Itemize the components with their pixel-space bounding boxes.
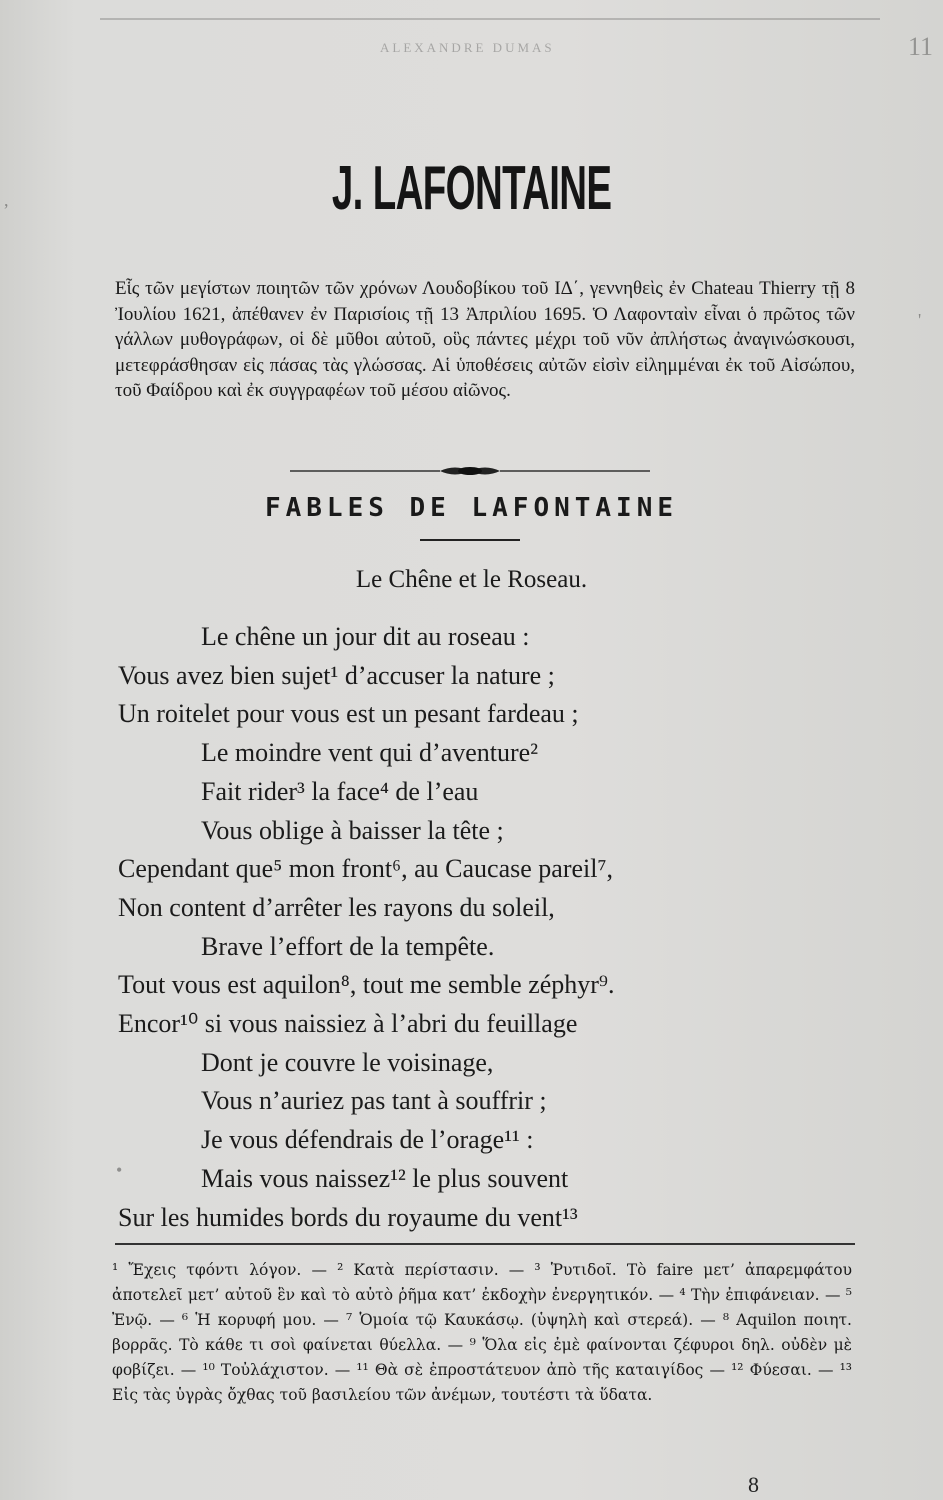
poem-line: Dont je couvre le voisinage, bbox=[201, 1047, 494, 1077]
bleed-through-page-number: 11 bbox=[907, 32, 933, 61]
bleed-through-running-title: ALEXANDRE DUMAS bbox=[380, 40, 555, 55]
poem-line: Vous n’auriez pas tant à souffrir ; bbox=[201, 1086, 547, 1116]
fable-title: Le Chêne et le Roseau. bbox=[355, 566, 588, 593]
footnotes: ¹ Ἔχεις τφόντι λόγον. — ² Κατὰ περίστασιν. — ³ Ῥυτιδοῖ. Τὸ faire μετ’ ἀπαρεμφάτου ἀποτελεῖ μετ’ αὐτοῦ ἓν καὶ τὸ αὐτὸ ῥῆμα κατ’ ἐκδοχὴν ἐνεργητικόν. — ⁴ Τὴν ἐπιφάνειαν. — ⁵ Ἐνῷ. — ⁶ Ἡ κορυφή μου. — ⁷ Ὁμοία τῷ Καυκάσῳ. (ὑψηλὴ καὶ στερεά). — ⁸ Aquilon ποιητ. βορρᾶς. Τὸ κάθε τι σοὶ φαίνεται θύελλα. — ⁹ Ὅλα εἰς ἐμὲ φαίνονται ζέφυροι δηλ. οὐδὲν μὲ φοβίζει. — ¹⁰ Τοὐλάχιστον. — ¹¹ Θὰ σὲ ἐπροστάτευον ἀπὸ τῆς καταιγίδος — ¹² Φύεσαι. — ¹³ Εἰς τὰς ὑγρὰς ὄχθας τοῦ βασιλείου τῶν ἀνέμων, τουτέστι τὰ ὕδατα. bbox=[112, 1261, 852, 1404]
poem-line: Un roitelet pour vous est un pesant fardeau ; bbox=[118, 699, 579, 729]
margin-mark: , bbox=[4, 190, 9, 210]
page-title: J. LAFONTAINE bbox=[331, 154, 612, 223]
poem-line: Cependant que⁵ mon front⁶, au Caucase pareil⁷, bbox=[118, 854, 614, 884]
footnote-divider bbox=[115, 1243, 855, 1245]
page-number: 8 bbox=[748, 1472, 759, 1497]
poem-line: Vous avez bien sujet¹ d’accuser la nature ; bbox=[118, 660, 555, 690]
poem-line: Fait rider³ la face⁴ de l’eau bbox=[201, 776, 479, 806]
poem-line: Mais vous naissez¹² le plus souvent bbox=[201, 1163, 569, 1193]
poem-line: Tout vous est aquilon⁸, tout me semble zéphyr⁹. bbox=[118, 970, 615, 1000]
section-ornament bbox=[290, 464, 650, 478]
poem-line: Encor¹⁰ si vous naissiez à l’abri du feuillage bbox=[118, 1009, 578, 1038]
margin-mark: • bbox=[116, 1160, 123, 1180]
author-biography: Εἷς τῶν μεγίστων ποιητῶν τῶν χρόνων Λουδοβίκου τοῦ ΙΔ΄, γεννηθεὶς ἐν Chateau Thierry τῇ 8 Ἰουλίου 1621, ἀπέθανεν ἐν Παρισίοις τῇ 13 Ἀπριλίου 1695. Ὁ Λαφονταὶν εἶναι ὁ πρῶτος τῶν γάλλων μυθογράφων, οἱ δὲ μῦθοι αὐτοῦ, οὓς πάντες μέχρι τοῦ νῦν ἀπλήστως ἀναγινώσκουσι, μετεφράσθησαν εἰς πάσας τὰς γλώσσας. Αἱ ὑποθέσεις αὐτῶν εἰσὶν εἰλημμέναι ἐκ τοῦ Αἰσώπου, τοῦ Φαίδρου καὶ ἐκ συγγραφέων τοῦ μέσου αἰῶνος. bbox=[115, 278, 855, 402]
section-heading: FABLES DE LAFONTAINE bbox=[264, 493, 679, 523]
poem-line: Le chêne un jour dit au roseau : bbox=[201, 622, 530, 651]
poem-line: Non content d’arrêter les rayons du soleil, bbox=[118, 892, 555, 922]
poem-line: Le moindre vent qui d’aventure² bbox=[201, 738, 539, 768]
poem-line: Brave l’effort de la tempête. bbox=[201, 931, 495, 961]
heading-rule bbox=[420, 539, 520, 541]
poem-line: Vous oblige à baisser la tête ; bbox=[201, 815, 504, 845]
poem-line: Je vous défendrais de l’orage¹¹ : bbox=[201, 1125, 534, 1155]
poem-line: Sur les humides bords du royaume du vent¹³ bbox=[118, 1202, 578, 1232]
margin-mark: ' bbox=[918, 310, 922, 330]
